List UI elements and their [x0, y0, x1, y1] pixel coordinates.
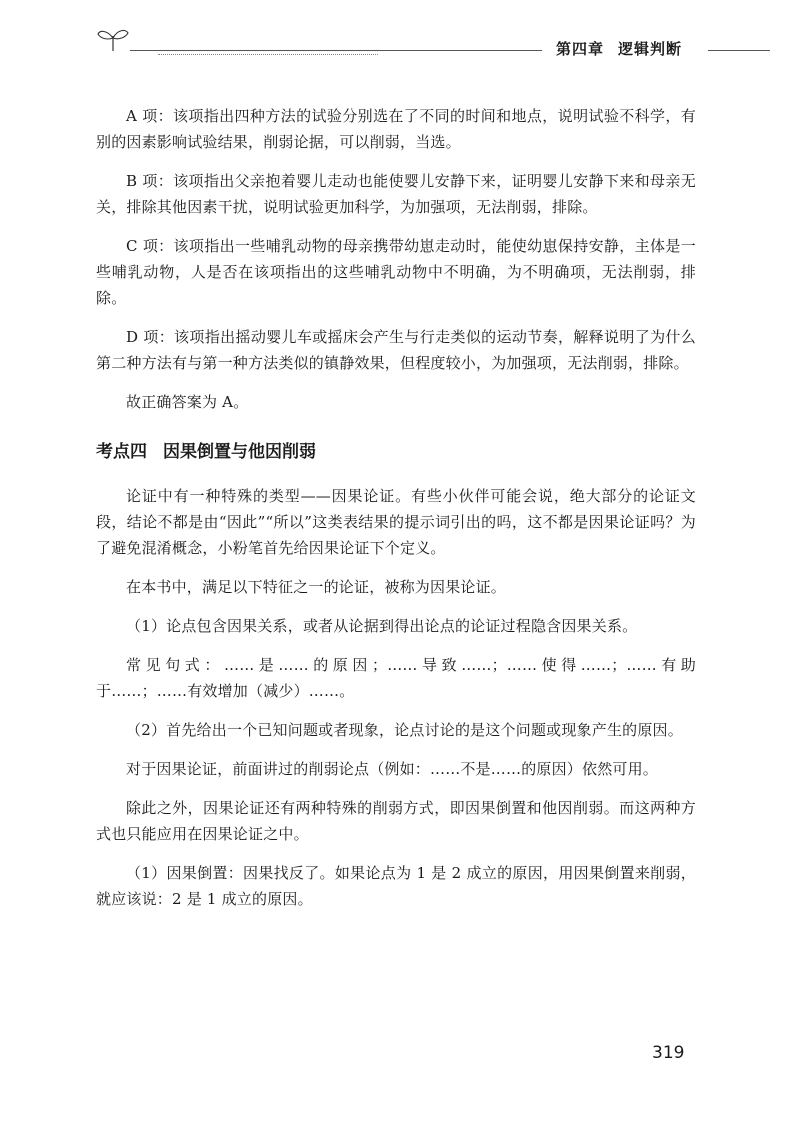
section-title: 因果倒置与他因削弱	[163, 442, 316, 462]
page-number: 319	[652, 1043, 685, 1063]
feature-1: （1）论点包含因果关系，或者从论据到得出论点的论证过程隐含因果关系。	[126, 617, 638, 635]
paragraph-weaken-claim: 对于因果论证，前面讲过的削弱论点（例如：……不是……的原因）依然可用。	[126, 760, 659, 778]
option-c-analysis: C 项：该项指出一些哺乳动物的母亲携带幼崽走动时，能使幼崽保持安静，主体是一些哺乳动物，人是否在该项指出的这些哺乳动物中不明确，为不明确项，无法削弱，排除。	[96, 237, 696, 307]
running-header	[0, 0, 800, 70]
common-patterns: 常见句式：……是……的原因；……导致……；……使得……；……有助于……；……有效增加（减少）……。	[96, 656, 696, 700]
section-heading	[96, 439, 696, 465]
chapter-heading	[556, 38, 682, 59]
paragraph-special-methods: 除此之外，因果论证还有两种特殊的削弱方式，即因果倒置和他因削弱。而这两种方式也只能应用在因果论证之中。	[96, 799, 696, 843]
paragraph-intro: 论证中有一种特殊的类型——因果论证。有些小伙伴可能会说，绝大部分的论证文段，结论不都是由“因此”“所以”这类表结果的提示词引出的吗，这不都是因果论证吗？为了避免混淆概念，小粉笔首先给因果论证下个定义。	[96, 487, 696, 557]
chapter-title: 逻辑判断	[618, 40, 683, 58]
sprout-icon	[96, 26, 130, 52]
chapter-number: 第四章	[556, 40, 605, 58]
option-d-analysis: D 项：该项指出摇动婴儿车或摇床会产生与行走类似的运动节奏，解释说明了为什么第二种方法有与第一种方法类似的镇静效果，但程度较小，为加强项，无法削弱，排除。	[96, 328, 696, 372]
feature-2: （2）首先给出一个已知问题或者现象，论点讨论的是这个问题或现象产生的原因。	[126, 721, 683, 739]
header-dotted-rule	[158, 54, 378, 55]
header-rule-tail	[708, 50, 770, 51]
option-a-analysis: A 项：该项指出四种方法的试验分别选在了不同的时间和地点，说明试验不科学，有别的因素影响试验结果，削弱论据，可以削弱，当选。	[96, 107, 696, 151]
paragraph-definition: 在本书中，满足以下特征之一的论证，被称为因果论证。	[126, 578, 507, 596]
option-b-analysis: B 项：该项指出父亲抱着婴儿走动也能使婴儿安静下来，证明婴儿安静下来和母亲无关，排除其他因素干扰，说明试验更加科学，为加强项，无法削弱，排除。	[96, 172, 696, 216]
header-rule	[130, 50, 542, 51]
answer-line: 故正确答案为 A。	[126, 393, 249, 411]
page-body	[96, 103, 696, 925]
method-reverse-causality: （1）因果倒置：因果找反了。如果论点为 1 是 2 成立的原因，用因果倒置来削弱，就应该说：2 是 1 成立的原因。	[96, 864, 696, 908]
section-label: 考点四	[96, 442, 147, 462]
